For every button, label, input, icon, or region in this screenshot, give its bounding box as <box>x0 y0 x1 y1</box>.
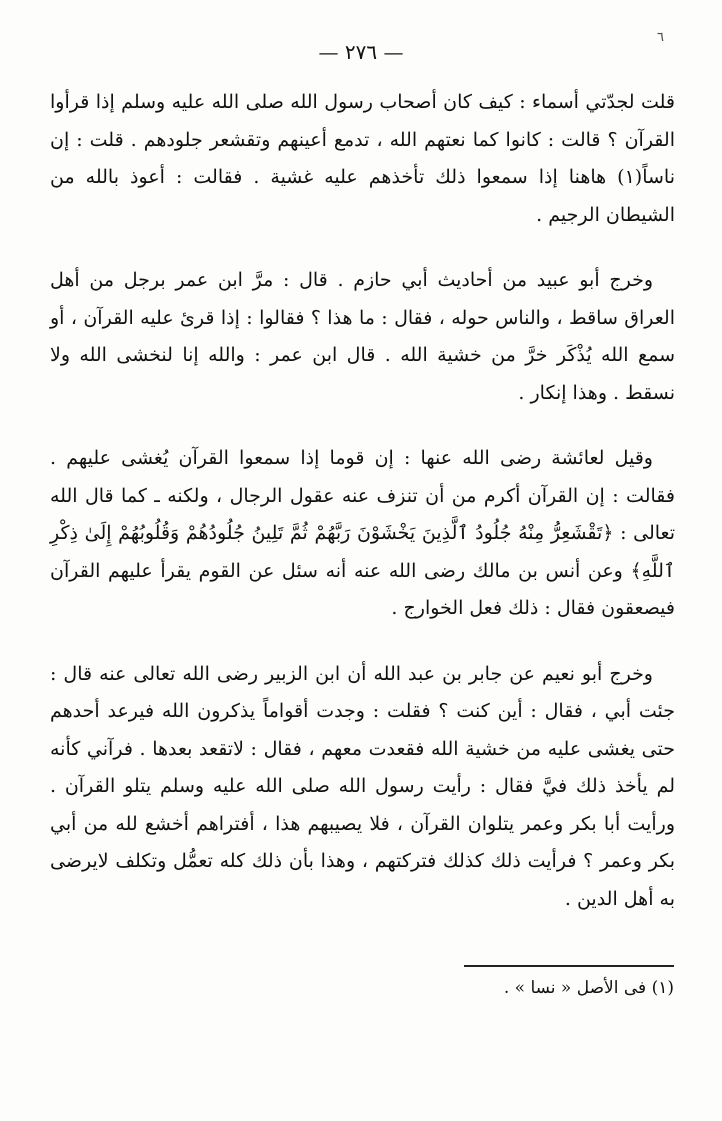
corner-mark: ٦ <box>657 30 664 45</box>
paragraph-1: قلت لجدّتي أسماء : كيف كان أصحاب رسول الله صلى الله عليه وسلم إذا قرأوا القرآن ؟ قالت : كانوا كما نعتهم الله ، تدمع أعينهم وتقشعر جلودهم . قلت : إن ناساً(١) هاهنا إذا سمعوا ذلك تأخذهم عليه غشية . فقالت : أعوذ بالله من الشيطان الرجيم . <box>50 91 675 226</box>
footnote: (١) فى الأصل « نسا » . <box>503 978 674 998</box>
paragraph-3: وقيل لعائشة رضى الله عنها : إن قوما إذا سمعوا القرآن يُغشى عليهم . فقالت : إن القرآن أكرم من أن تنزف عنه عقول الرجال ، ولكنه ـ كما قال الله تعالى : ﴿تَقْشَعِرُّ مِنْهُ جُلُودُ ٱلَّذِينَ يَخْشَوْنَ رَبَّهُمْ ثُمَّ تَلِينُ جُلُودُهُمْ وَقُلُوبُهُمْ إِلَىٰ ذِكْرِ ٱللَّهِ﴾ وعن أنس بن مالك رضى الله عنه أنه سئل عن القوم يقرأ عليهم القرآن فيصعقون فقال : ذلك فعل الخوارج . <box>50 447 675 619</box>
page-number: — ٢٧٦ — <box>318 40 404 64</box>
body-text <box>50 84 675 946</box>
footnote-divider <box>464 965 674 967</box>
paragraph-4: وخرج أبو نعيم عن جابر بن عبد الله أن ابن الزبير رضى الله تعالى عنه قال : جئت أبي ، فقال : أين كنت ؟ فقلت : وجدت أقواماً يذكرون الله فيرعد أحدهم حتى يغشى عليه من خشية الله فقعدت معهم ، فقال : لاتقعد بعدها . فرآني كأنه لم يأخذ ذلك فيَّ فقال : رأيت رسول الله صلى الله عليه وسلم يتلو القرآن . ورأيت أبا بكر وعمر يتلوان القرآن ، فلا يصيبهم هذا ، أفتراهم أخشع لله من أبي بكر وعمر ؟ فرأيت ذلك كذلك فتركتهم ، وهذا بأن ذلك كله تعمُّل وتكلف لايرضى به أهل الدين . <box>50 662 675 910</box>
paragraph-2: وخرج أبو عبيد من أحاديث أبي حازم . قال : مرَّ ابن عمر برجل من أهل العراق ساقط ، والناس حوله ، فقال : ما هذا ؟ فقالوا : إذا قرئ عليه القرآن ، أو سمع الله يُذْكَر خرَّ من خشية الله . قال ابن عمر : والله إنا لنخشى الله ولا نسقط . وهذا إنكار . <box>50 269 675 404</box>
